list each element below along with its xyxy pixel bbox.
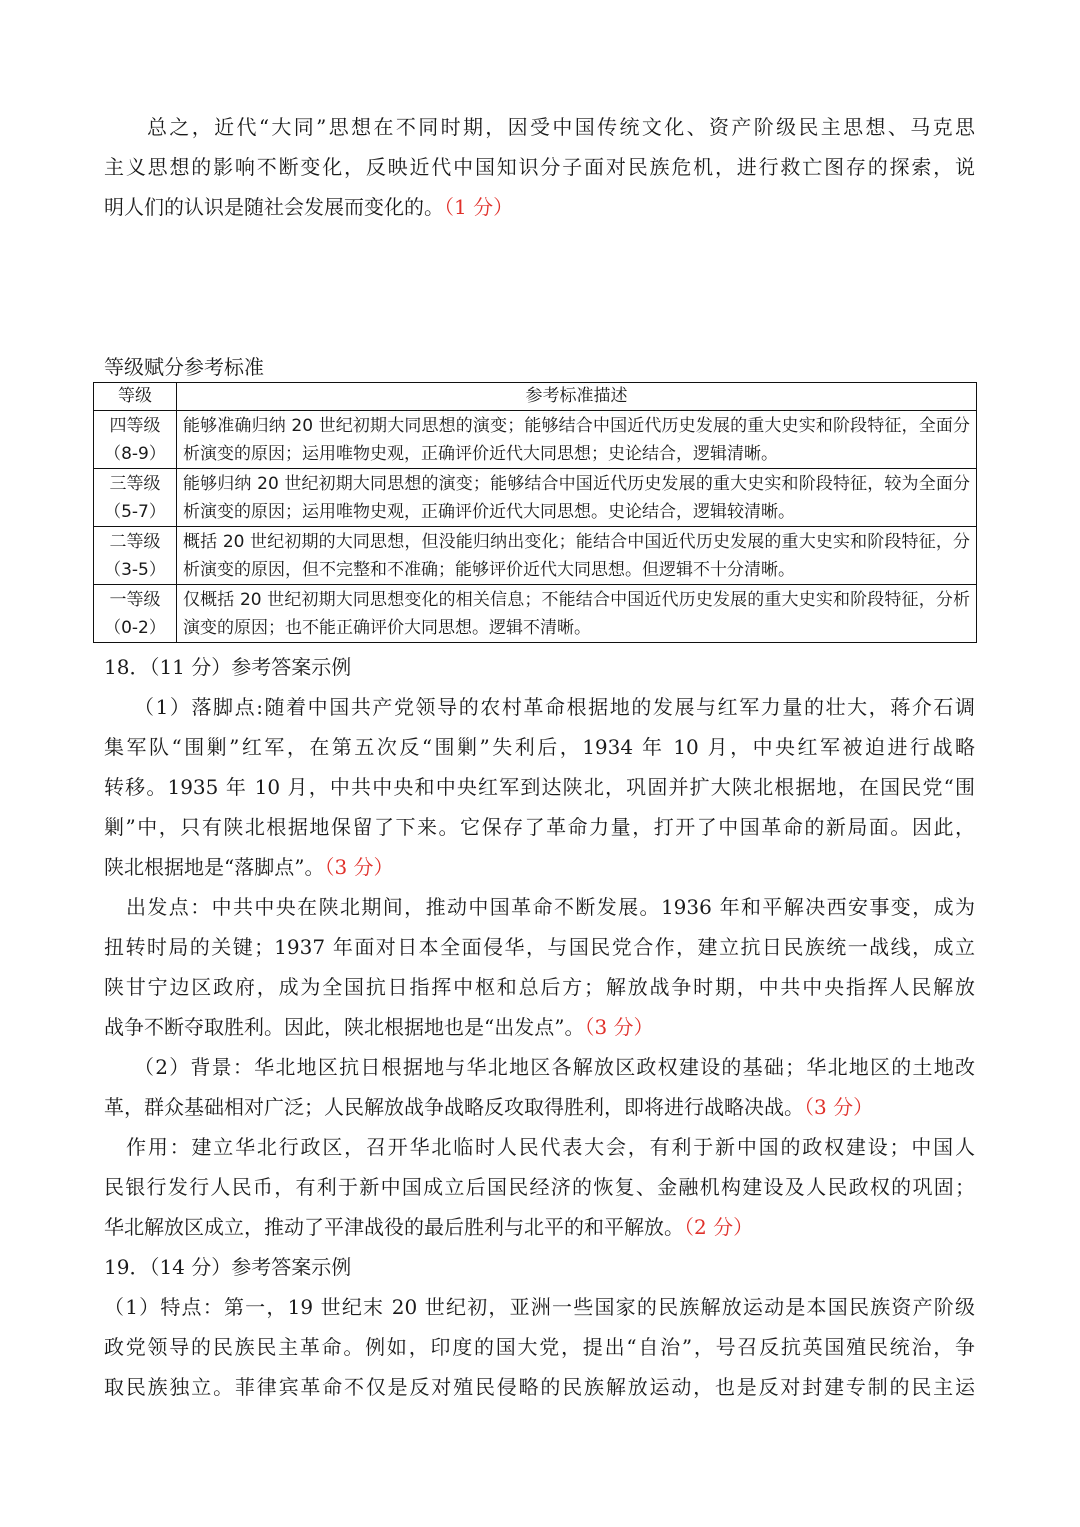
text-line: [104, 192, 975, 222]
text-line: （2）背景：华北地区抗日根据地与华北地区各解放区政权建设的基础；华北地区的土地改: [134, 1055, 975, 1079]
text: 陕北根据地是“落脚点”。: [104, 855, 325, 879]
table-row: [94, 411, 977, 469]
text-line: [104, 1012, 975, 1042]
text-line: 作用：建立华北行政区，召开华北临时人民代表大会，有利于新中国的政权建设；中国人: [126, 1135, 975, 1159]
text-line: [104, 852, 975, 882]
grade-range: （8-9）: [104, 443, 166, 464]
description-cell: 仅概括 20 世纪初期大同思想变化的相关信息；不能结合中国近代历史发展的重大史实和阶段特征，分析演变的原因；也不能正确评价大同思想。逻辑不清晰。: [177, 585, 977, 643]
text-line: [104, 1212, 975, 1242]
grade-cell: [94, 469, 177, 527]
grade-range: （0-2）: [104, 617, 166, 638]
text-line: 政党领导的民族民主革命。例如，印度的国大党，提出“自治”，号召反抗英国殖民统治，争: [104, 1335, 975, 1359]
table-row: [94, 527, 977, 585]
rubric-caption: 等级赋分参考标准: [104, 355, 264, 379]
description-cell: 能够归纳 20 世纪初期大同思想的演变；能够结合中国近代历史发展的重大史实和阶段特征，较为全面分析演变的原因；运用唯物史观，正确评价近代大同思想。史论结合，逻辑较清晰。: [177, 469, 977, 527]
score-label: （3 分）: [804, 1095, 874, 1119]
score-label: （1 分）: [444, 195, 514, 219]
table-row: [94, 585, 977, 643]
question-heading: 19．（14 分）参考答案示例: [104, 1255, 352, 1279]
grade-cell: [94, 585, 177, 643]
text-line: 主义思想的影响不断变化，反映近代中国知识分子面对民族危机，进行救亡图存的探索，说: [104, 155, 975, 179]
text: 华北解放区成立，推动了平津战役的最后胜利与北平的和平解放。: [104, 1215, 684, 1239]
score-label: （2 分）: [684, 1215, 754, 1239]
text-line: 取民族独立。菲律宾革命不仅是反对殖民侵略的民族解放运动，也是反对封建专制的民主运: [104, 1375, 975, 1399]
text-line: 民银行发行人民币，有利于新中国成立后国民经济的恢复、金融机构建设及人民政权的巩固；: [104, 1175, 975, 1199]
description-cell: 能够准确归纳 20 世纪初期大同思想的演变；能够结合中国近代历史发展的重大史实和阶段特征，全面分析演变的原因；运用唯物史观，正确评价近代大同思想；史论结合，逻辑清晰。: [177, 411, 977, 469]
grade-range: （3-5）: [104, 559, 166, 580]
header-grade: 等级: [94, 383, 177, 411]
text-line: 陕甘宁边区政府，成为全国抗日指挥中枢和总后方；解放战争时期，中共中央指挥人民解放: [104, 975, 975, 999]
text-line: 总之，近代“大同”思想在不同时期，因受中国传统文化、资产阶级民主思想、马克思: [147, 115, 975, 139]
header-description: 参考标准描述: [177, 383, 977, 411]
text-line: 扭转时局的关键；1937 年面对日本全面侵华，与国民党合作，建立抗日民族统一战线，成立: [104, 935, 975, 959]
grade-name: 一等级: [109, 589, 161, 610]
grade-name: 四等级: [109, 415, 161, 436]
text-line: （1）落脚点:随着中国共产党领导的农村革命根据地的发展与红军力量的壮大，蒋介石调: [134, 695, 975, 719]
question-heading: 18．（11 分）参考答案示例: [104, 655, 352, 679]
rubric-table: [93, 382, 977, 643]
score-label: （3 分）: [324, 855, 394, 879]
table-row: [94, 469, 977, 527]
score-label: （3 分）: [584, 1015, 654, 1039]
description-cell: 概括 20 世纪初期的大同思想，但没能归纳出变化；能结合中国近代历史发展的重大史实和阶段特征，分析演变的原因，但不完整和不准确；能够评价近代大同思想。但逻辑不十分清晰。: [177, 527, 977, 585]
text-line: 集军队“围剿”红军，在第五次反“围剿”失利后，1934 年 10 月，中央红军被迫进行战略: [104, 735, 975, 759]
grade-range: （5-7）: [104, 501, 166, 522]
text-line: 出发点：中共中央在陕北期间，推动中国革命不断发展。1936 年和平解决西安事变，成为: [126, 895, 975, 919]
text: 明人们的认识是随社会发展而变化的。: [104, 195, 444, 219]
grade-cell: [94, 527, 177, 585]
text-line: （1）特点：第一，19 世纪末 20 世纪初，亚洲一些国家的民族解放运动是本国民族资产阶级: [104, 1295, 975, 1319]
grade-name: 三等级: [109, 473, 161, 494]
table-header-row: [94, 383, 977, 411]
text: 战争不断夺取胜利。因此，陕北根据地也是“出发点”。: [104, 1015, 585, 1039]
text-line: 剿”中，只有陕北根据地保留了下来。它保存了革命力量，打开了中国革命的新局面。因此，: [104, 815, 975, 839]
text-line: 转移。1935 年 10 月，中共中央和中央红军到达陕北，巩固并扩大陕北根据地，在国民党“围: [104, 775, 975, 799]
grade-cell: [94, 411, 177, 469]
grade-name: 二等级: [109, 531, 161, 552]
text: 革，群众基础相对广泛；人民解放战争战略反攻取得胜利，即将进行战略决战。: [104, 1095, 804, 1119]
text-line: [104, 1092, 975, 1122]
